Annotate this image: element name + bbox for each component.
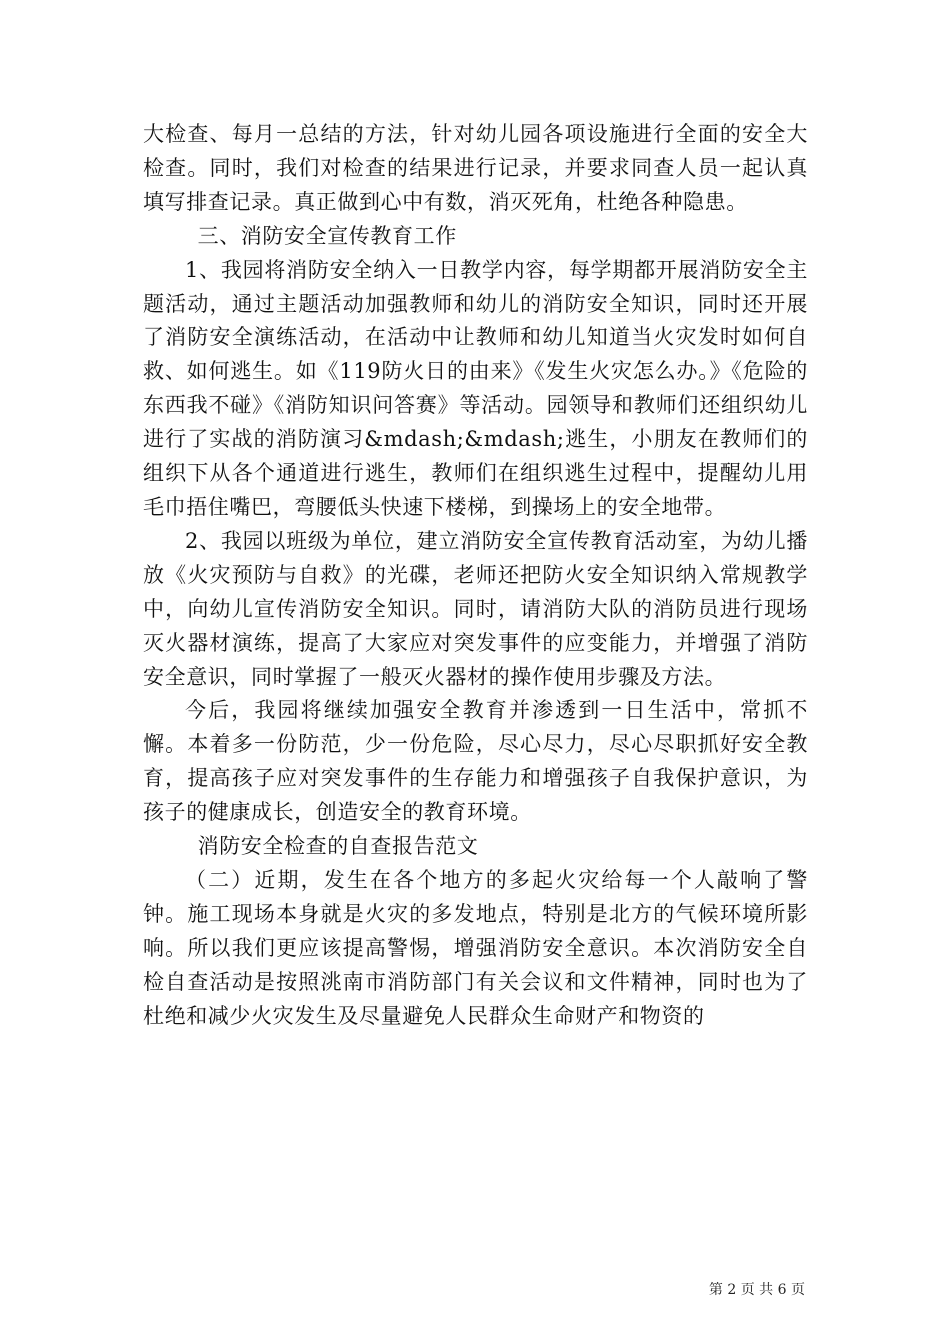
paragraph-report-intro: （二）近期，发生在各个地方的多起火灾给每一个人敲响了警钟。施工现场本身就是火灾的多发地点，特别是北方的气候环境所影响。所以我们更应该提高警惕，增强消防安全意识。本次消防安全自检自查活动是按照洮南市消防部门有关会议和文件精神，同时也为了杜绝和减少火灾发生及尽量避免人民群众生命财产和物资的 — [143, 867, 808, 1028]
paragraph-continuation: 大检查、每月一总结的方法，针对幼儿园各项设施进行全面的安全大检查。同时，我们对检查的结果进行记录，并要求同查人员一起认真填写排查记录。真正做到心中有数，消灭死角，杜绝各种隐患。 — [143, 122, 808, 214]
report-title: 消防安全检查的自查报告范文 — [197, 834, 479, 859]
paragraph-item-2: 2、我园以班级为单位，建立消防安全宣传教育活动室，为幼儿播放《火灾预防与自救》的光碟，老师还把防火安全知识纳入常规教学中，向幼儿宣传消防安全知识。同时，请消防大队的消防员进行现场灭火器材演练，提高了大家应对突发事件的应变能力，并增强了消防安全意识，同时掌握了一般灭火器材的操作使用步骤及方法。 — [143, 528, 808, 689]
paragraph-conclusion: 今后，我园将继续加强安全教育并渗透到一日生活中，常抓不懈。本着多一份防范，少一份危险，尽心尽力，尽心尽职抓好安全教育，提高孩子应对突发事件的生存能力和增强孩子自我保护意识，为孩子的健康成长，创造安全的教育环境。 — [143, 698, 808, 825]
body-text — [143, 118, 808, 1033]
section-heading: 三、消防安全宣传教育工作 — [197, 223, 457, 248]
page-number: 第 2 页 共 6 页 — [708, 1282, 805, 1298]
paragraph-item-1: 1、我园将消防安全纳入一日教学内容，每学期都开展消防安全主题活动，通过主题活动加强教师和幼儿的消防安全知识，同时还开展了消防安全演练活动，在活动中让教师和幼儿知道当火灾发时如何自救、如何逃生。如《119防火日的由来》《发生火灾怎么办。》《危险的东西我不碰》《消防知识问答赛》等活动。园领导和教师们还组织幼儿进行了实战的消防演习&mdash;&mdash;逃生，小朋友在教师们的组织下从各个通道进行逃生，教师们在组织逃生过程中，提醒幼儿用毛巾捂住嘴巴，弯腰低头快速下楼梯，到操场上的安全地带。 — [143, 257, 808, 519]
